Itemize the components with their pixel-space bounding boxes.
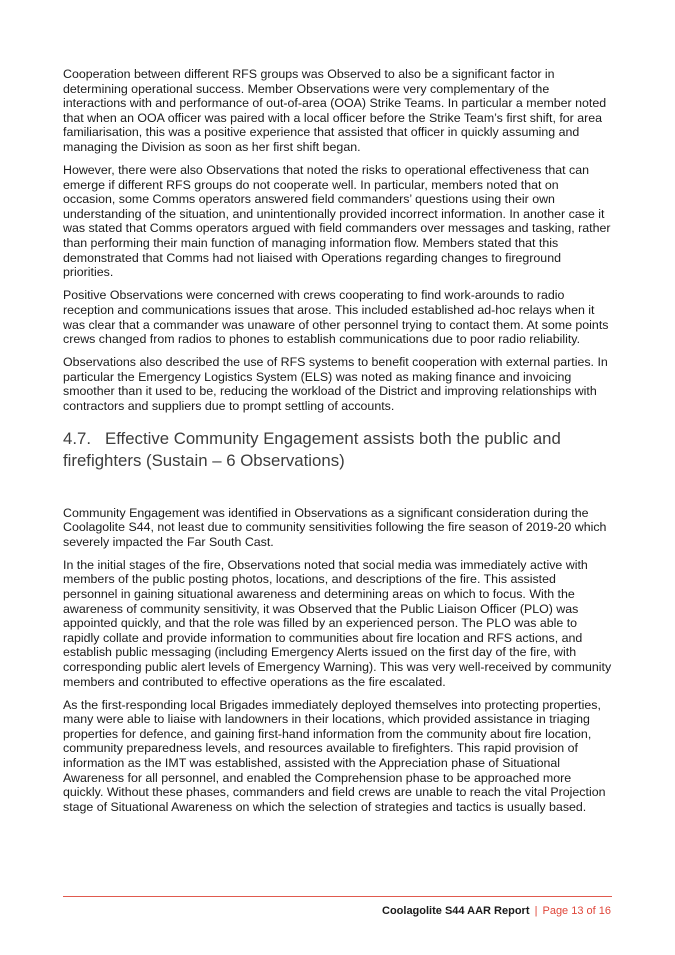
paragraph: In the initial stages of the fire, Observations noted that social media was immediately active with members of the public posting photos, locations, and descriptions of the fire. This assisted personnel in gaining situational awareness and determining areas on which to focus. With the awareness of community sensitivity, it was Observed that the Public Liaison Officer (PLO) was appointed quickly, and that the role was filled by an experienced person. The PLO was able to rapidly collate and provide information to communities about fire location and RFS actions, and establish public messaging (including Emergency Alerts issued on the first day of the fire, with corresponding public alert levels of Emergency Warning). This was very well-received by community members and contributed to effective operations as the fire escalated. [63, 557, 612, 689]
paragraph: However, there were also Observations that noted the risks to operational effectiveness that can emerge if different RFS groups do not cooperate well. In particular, members noted that on occasion, some Comms operators answered field commanders’ questions using their own understanding of the situation, and unintentionally provided incorrect information. In another case it was stated that Comms operators argued with field commanders over messages and tasking, rather than performing their main function of managing information flow. Members stated that this demonstrated that Comms had not liaised with Operations regarding changes to fireground priorities. [63, 163, 611, 280]
section-heading [63, 428, 613, 472]
footer-divider [63, 896, 612, 897]
footer-report-title: Coolagolite S44 AAR Report [382, 905, 530, 917]
footer-separator: | [534, 905, 538, 917]
footer-page-number: Page 13 of 16 [542, 905, 611, 917]
paragraph: Community Engagement was identified in Observations as a significant consideration during the Coolagolite S44, not least due to community sensitivities following the fire season of 2019-20 which severely impacted the Far South Cast. [63, 505, 607, 549]
section-number: 4.7. [63, 428, 91, 448]
page-footer [382, 905, 611, 918]
paragraph: Positive Observations were concerned with crews cooperating to find work-arounds to radio reception and communications issues that arose. This included established ad-hoc relays when it was clear that a commander was unaware of other personnel trying to contact them. At some points crews changed from radios to phones to establish communications due to poor radio reliability. [63, 288, 609, 347]
page-body [63, 67, 613, 823]
paragraph: Observations also described the use of RFS systems to benefit cooperation with external parties. In particular the Emergency Logistics System (ELS) was noted as making finance and invoicing smoother than it used to be, reducing the workload of the District and improving relationships with contractors and suppliers due to prompt settling of accounts. [63, 355, 608, 413]
paragraph: Cooperation between different RFS groups was Observed to also be a significant factor in determining operational success. Member Observations were very complementary of the interactions with and performance of out-of-area (OOA) Strike Teams. In particular a member noted that when an OOA officer was paired with a local officer before the Strike Team’s first shift, for area familiarisation, this was a positive experience that assisted that officer in quickly assuming and managing the Division as soon as her first shift began. [63, 67, 607, 154]
section-title: Effective Community Engagement assists both the public and firefighters (Sustain – 6 Observations) [63, 428, 561, 470]
paragraph: As the first-responding local Brigades immediately deployed themselves into protecting properties, many were able to liaise with landowners in their locations, which provided assistance in triaging properties for defence, and gaining first-hand information from the community about fire location, community preparedness levels, and resources available to firefighters. This rapid provision of information as the IMT was established, assisted with the Appreciation phase of Situational Awareness for all personnel, and enabled the Comprehension phase to be approached more quickly. Without these phases, commanders and field crews are unable to reach the vital Projection stage of Situational Awareness on which the selection of strategies and tactics is usually based. [63, 697, 606, 814]
